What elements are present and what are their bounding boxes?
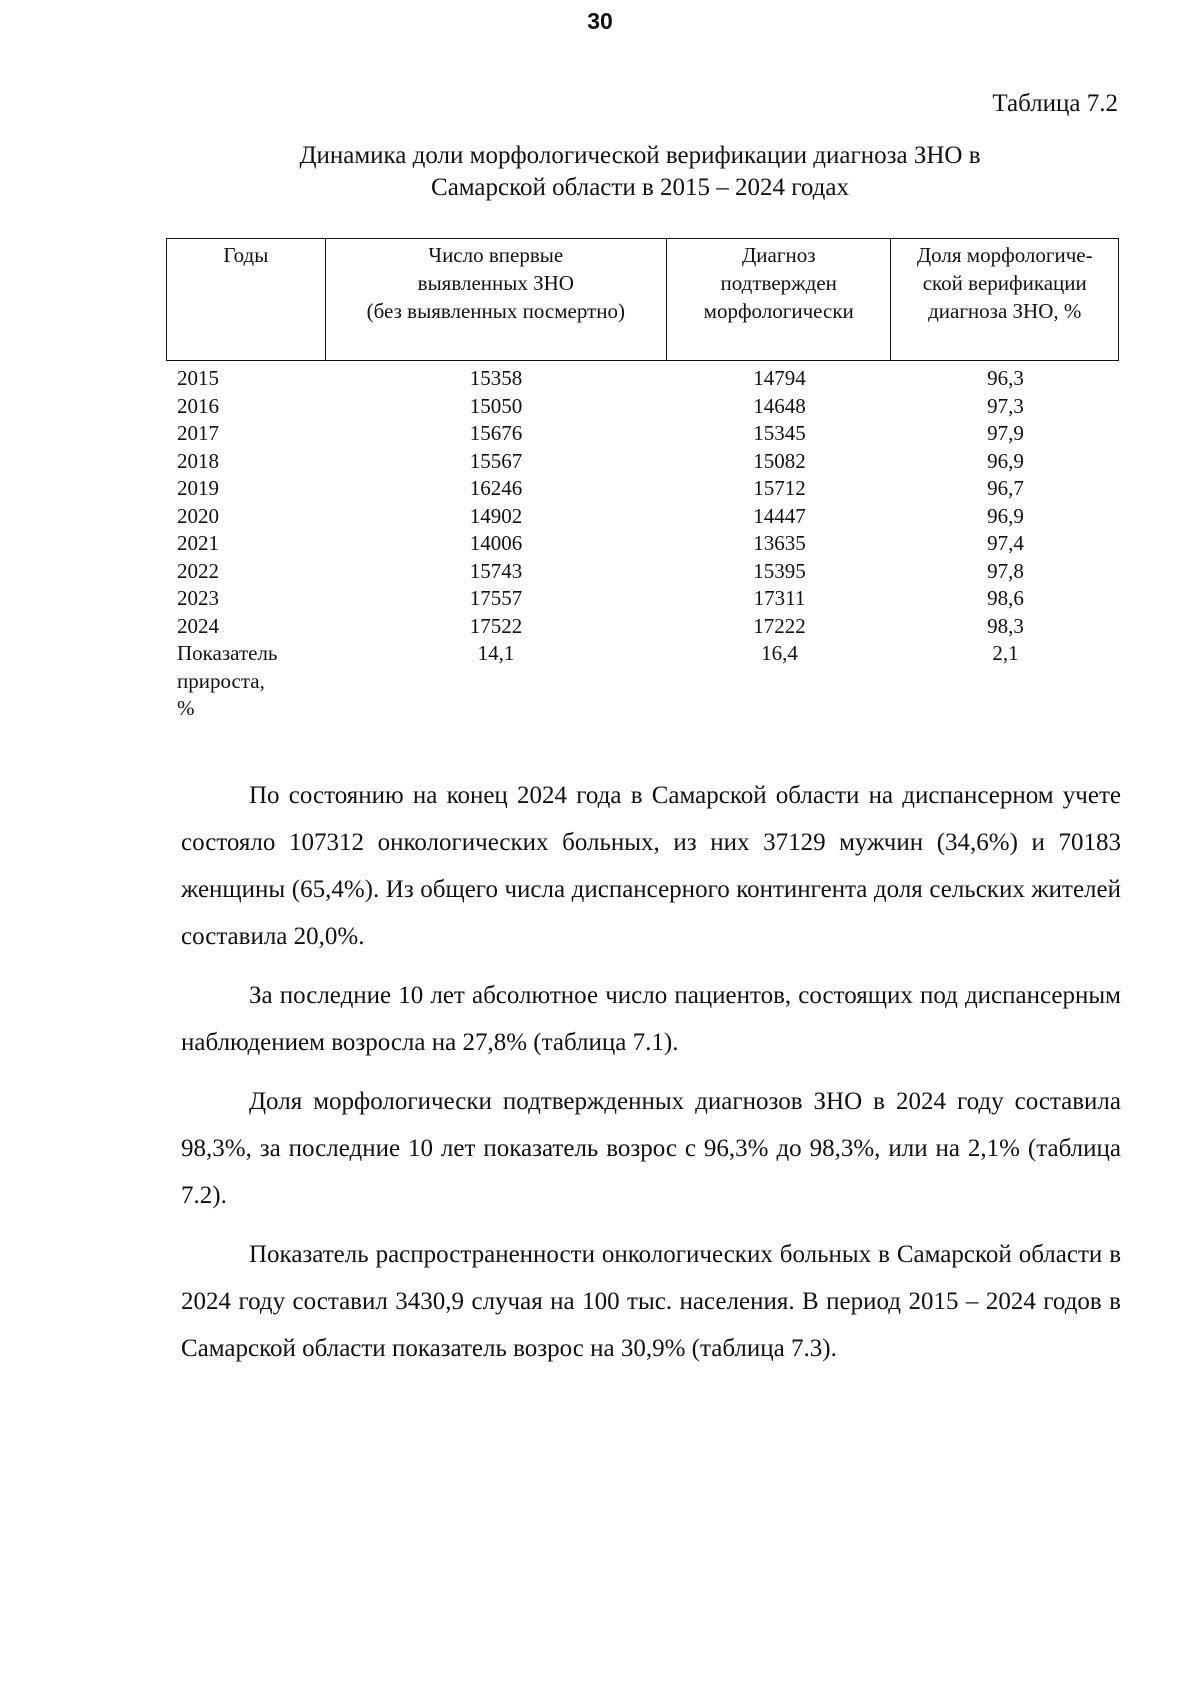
table-body bbox=[166, 365, 1119, 723]
growth-label-line: % bbox=[177, 696, 195, 720]
cell-year: 2022 bbox=[177, 558, 219, 583]
cell-year: 2024 bbox=[177, 613, 219, 638]
cell-growth-share: 2,1 bbox=[992, 641, 1019, 665]
header-new-cases-line: выявленных ЗНО bbox=[417, 271, 574, 295]
table-row bbox=[166, 613, 1119, 641]
table-row bbox=[166, 503, 1119, 531]
cell-share: 97,3 bbox=[987, 393, 1024, 418]
cell-confirmed: 15082 bbox=[753, 448, 806, 473]
cell-new: 17557 bbox=[469, 586, 523, 610]
cell-new: 15567 bbox=[469, 448, 523, 473]
table-title-line-1: Динамика доли морфологической верификации диагноза ЗНО в bbox=[299, 142, 981, 169]
table-title-line-2: Самарской области в 2015 – 2024 годах bbox=[431, 174, 849, 201]
table-header bbox=[166, 238, 1119, 361]
cell-share: 97,9 bbox=[987, 421, 1024, 445]
table-row bbox=[166, 530, 1119, 558]
header-confirmed-line: подтвержден bbox=[720, 271, 837, 295]
header-years-label: Годы bbox=[223, 243, 269, 267]
cell-confirmed: 14648 bbox=[753, 393, 806, 418]
header-share-line: ской верификации bbox=[922, 271, 1087, 295]
header-new-cases bbox=[326, 239, 667, 360]
cell-year: 2015 bbox=[177, 366, 219, 390]
cell-new: 15676 bbox=[469, 421, 523, 445]
table-caption: Таблица 7.2 bbox=[992, 90, 1118, 117]
body-text bbox=[181, 772, 1121, 1384]
growth-label-line: прироста, bbox=[177, 668, 265, 693]
cell-confirmed: 14447 bbox=[753, 503, 806, 528]
header-new-cases-line: (без выявленных посмертно) bbox=[366, 299, 625, 323]
cell-confirmed: 17222 bbox=[753, 613, 806, 638]
cell-new: 14006 bbox=[469, 531, 523, 555]
cell-year: 2019 bbox=[177, 476, 219, 500]
cell-confirmed: 14794 bbox=[753, 366, 806, 390]
cell-year: 2020 bbox=[177, 503, 219, 528]
cell-confirmed: 15395 bbox=[753, 558, 806, 583]
table-row bbox=[166, 448, 1119, 476]
table-row bbox=[166, 475, 1119, 503]
cell-year: 2017 bbox=[177, 421, 219, 445]
header-years bbox=[167, 239, 326, 360]
paragraph: За последние 10 лет абсолютное число пациентов, состоящих под диспансерным наблюдением возросла на 27,8% (таблица 7.1). bbox=[181, 982, 1121, 1056]
page-number: 30 bbox=[587, 8, 613, 34]
header-confirmed bbox=[667, 239, 892, 360]
table-title bbox=[170, 140, 1110, 204]
cell-growth-new: 14,1 bbox=[477, 641, 515, 665]
table-row bbox=[166, 585, 1119, 613]
header-confirmed-line: Диагноз bbox=[741, 243, 816, 267]
cell-confirmed: 15712 bbox=[753, 476, 806, 500]
cell-growth-confirmed: 16,4 bbox=[761, 641, 798, 665]
header-confirmed-line: морфологически bbox=[703, 299, 854, 323]
cell-share: 96,7 bbox=[987, 476, 1024, 500]
cell-share: 96,3 bbox=[987, 366, 1024, 390]
growth-label-line: Показатель bbox=[177, 641, 278, 665]
paragraph: Показатель распространенности онкологических больных в Самарской области в 2024 году составил 3430,9 случая на 100 тыс. населения. В период 2015 – 2024 годов в Самарской области показатель возрос на 30,9% (таблица 7.3). bbox=[181, 1241, 1121, 1362]
table-row bbox=[166, 393, 1119, 421]
header-share-line: диагноза ЗНО, % bbox=[928, 299, 1082, 323]
header-share bbox=[891, 239, 1118, 360]
paragraph: По состоянию на конец 2024 года в Самарской области на диспансерном учете состояло 107312 онкологических больных, из них 37129 мужчин (34,6%) и 70183 женщины (65,4%). Из общего числа диспансерного контингента доля сельских жителей составила 20,0%. bbox=[181, 782, 1121, 950]
cell-share: 96,9 bbox=[987, 448, 1024, 473]
cell-new: 17522 bbox=[469, 613, 523, 638]
cell-new: 14902 bbox=[469, 503, 523, 528]
cell-new: 15358 bbox=[469, 366, 523, 390]
cell-share: 98,6 bbox=[987, 586, 1024, 610]
cell-confirmed: 15345 bbox=[753, 421, 806, 445]
cell-year: 2016 bbox=[177, 393, 219, 418]
cell-share: 96,9 bbox=[987, 503, 1024, 528]
cell-confirmed: 13635 bbox=[753, 531, 806, 555]
cell-growth-label bbox=[166, 640, 325, 723]
cell-year: 2023 bbox=[177, 586, 219, 610]
table-row-growth bbox=[166, 640, 1119, 723]
table-row bbox=[166, 420, 1119, 448]
cell-new: 15743 bbox=[469, 558, 523, 583]
table-row bbox=[166, 558, 1119, 586]
cell-new: 15050 bbox=[469, 393, 523, 418]
cell-year: 2018 bbox=[177, 448, 219, 473]
cell-year: 2021 bbox=[177, 531, 219, 555]
table-row bbox=[166, 365, 1119, 393]
cell-share: 97,4 bbox=[987, 531, 1024, 555]
header-share-line: Доля морфологиче- bbox=[916, 243, 1093, 267]
cell-share: 97,8 bbox=[987, 558, 1024, 583]
cell-share: 98,3 bbox=[987, 613, 1024, 638]
cell-new: 16246 bbox=[469, 476, 523, 500]
cell-confirmed: 17311 bbox=[753, 586, 806, 610]
header-new-cases-line: Число впервые bbox=[428, 243, 564, 267]
paragraph: Доля морфологически подтвержденных диагнозов ЗНО в 2024 году составила 98,3%, за последние 10 лет показатель возрос с 96,3% до 98,3%, или на 2,1% (таблица 7.2). bbox=[181, 1088, 1121, 1209]
